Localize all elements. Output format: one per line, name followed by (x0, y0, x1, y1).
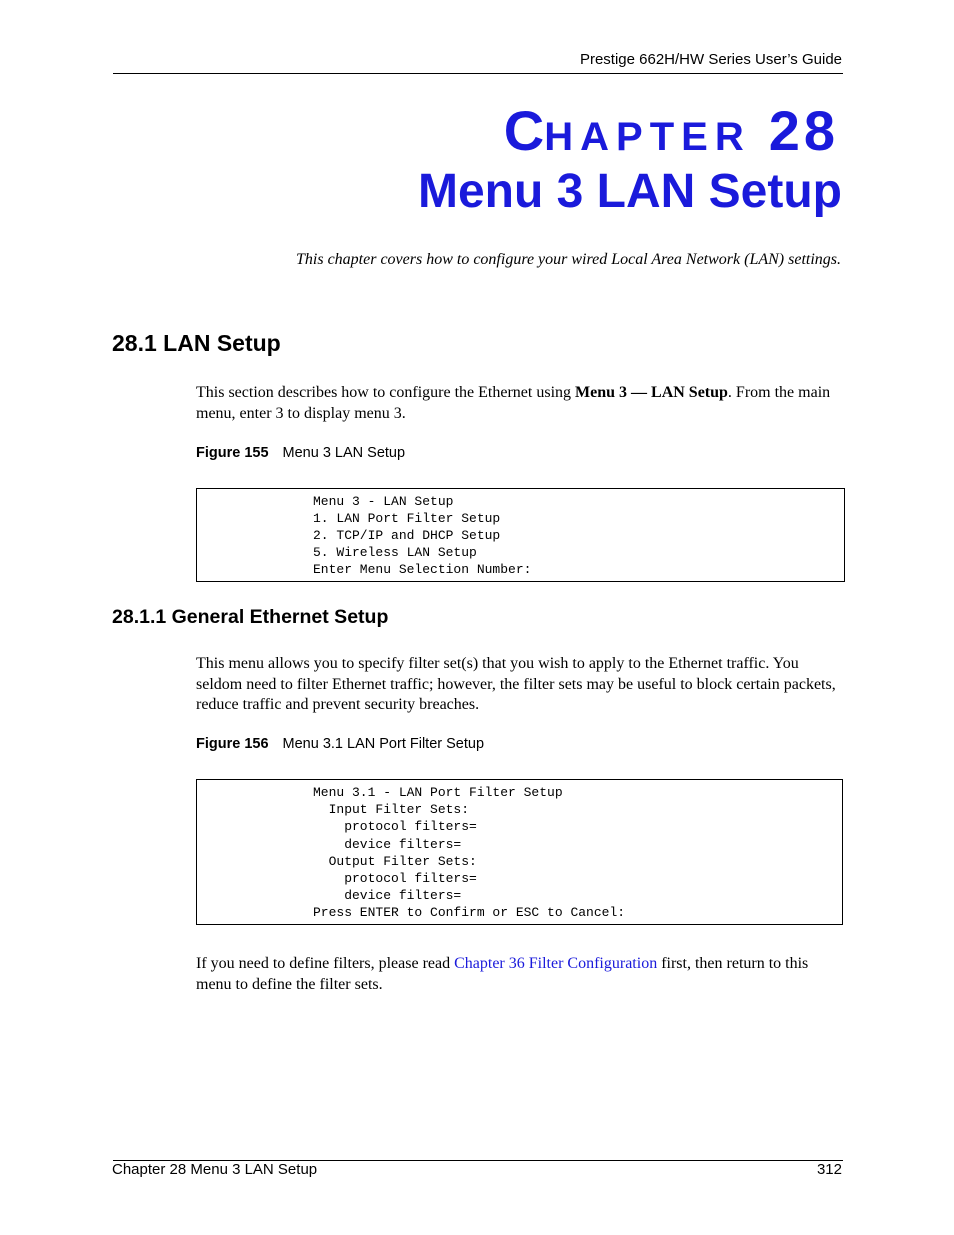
figure-caption (196, 445, 405, 461)
screen-line: Input Filter Sets: (313, 802, 470, 817)
menu-screen-figure-156 (196, 779, 843, 925)
chapter-intro: This chapter covers how to configure your wired Local Area Network (LAN) settings. (296, 251, 841, 268)
screen-line: Menu 3 - LAN Setup (313, 494, 454, 509)
figure-number: Figure 155 (196, 445, 269, 461)
screen-line: 1. LAN Port Filter Setup (313, 511, 501, 526)
screen-line: 5. Wireless LAN Setup (313, 545, 477, 560)
chapter-label-initial: C (503, 99, 545, 162)
header-divider (113, 73, 843, 74)
figure-number: Figure 156 (196, 736, 269, 752)
closing-paragraph (196, 954, 844, 995)
paragraph-text: first, then return to this menu to define the filter sets. (196, 955, 809, 993)
screen-line: Press ENTER to Confirm or ESC to Cancel: (313, 905, 626, 920)
page-number: 312 (816, 1161, 842, 1178)
paragraph-text: . From the main menu, enter 3 to display menu 3. (196, 384, 831, 422)
screen-line: protocol filters= (313, 819, 477, 834)
screen-line: 2. TCP/IP and DHCP Setup (313, 528, 501, 543)
screen-line: protocol filters= (313, 871, 477, 886)
section-heading-general-ethernet-setup: 28.1.1 General Ethernet Setup (112, 606, 389, 628)
screen-line: device filters= (313, 837, 462, 852)
chapter-label (504, 98, 839, 163)
menu-reference: Menu 3 — LAN Setup (575, 384, 728, 401)
chapter-36-link[interactable]: Chapter 36 Filter Configuration (454, 955, 658, 972)
screen-line: device filters= (313, 888, 462, 903)
chapter-label-rest: HAPTER (544, 115, 751, 159)
figure-title: Menu 3.1 LAN Port Filter Setup (282, 736, 485, 752)
chapter-number: 28 (768, 99, 839, 162)
footer-chapter-title: Chapter 28 Menu 3 LAN Setup (112, 1161, 318, 1178)
section-paragraph: This menu allows you to specify filter set(s) that you wish to apply to the Ethernet traffic. You seldom need to filter Ethernet traffic; however, the filter sets may be useful to block certain packets, reduce traffic and prevent security breaches. (196, 655, 836, 713)
paragraph-text: If you need to define filters, please read (196, 955, 455, 972)
paragraph-text: This section describes how to configure the Ethernet using (196, 384, 576, 401)
section-heading-lan-setup: 28.1 LAN Setup (112, 330, 281, 356)
chapter-title: Menu 3 LAN Setup (417, 165, 842, 218)
figure-title: Menu 3 LAN Setup (282, 445, 406, 461)
section-paragraph (196, 383, 844, 424)
menu-screen-figure-155 (196, 488, 845, 582)
screen-line: Menu 3.1 - LAN Port Filter Setup (313, 785, 563, 800)
running-header: Prestige 662H/HW Series User’s Guide (579, 51, 842, 68)
figure-caption (196, 736, 484, 752)
screen-line: Output Filter Sets: (313, 854, 477, 869)
screen-line: Enter Menu Selection Number: (313, 562, 532, 577)
